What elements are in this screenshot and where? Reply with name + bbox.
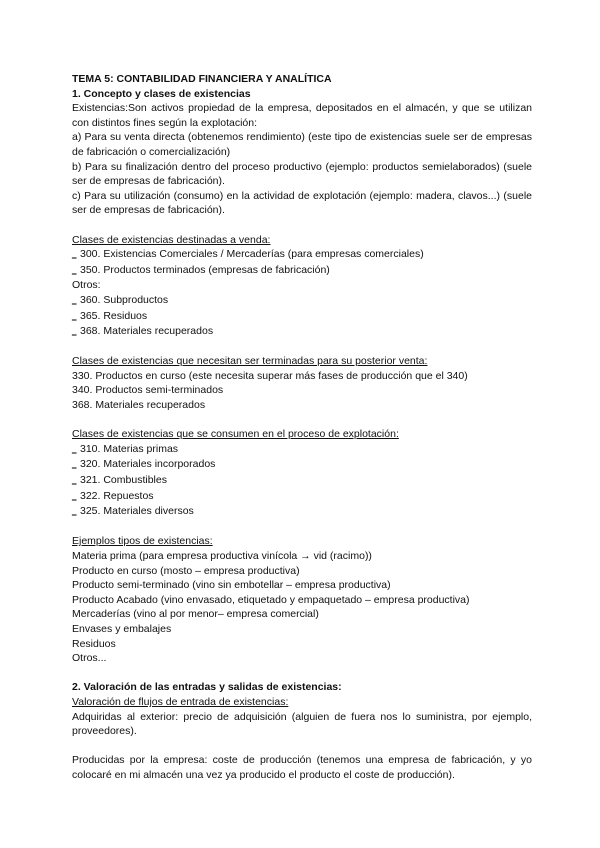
small-dash-icon: ‗	[72, 491, 77, 501]
document-page	[72, 72, 532, 783]
list-item	[72, 247, 532, 263]
small-dash-icon: ‗	[72, 265, 77, 275]
otros-label: Otros:	[72, 279, 101, 292]
terminar-line: 340. Productos semi-terminados	[72, 384, 224, 397]
list-item	[72, 457, 532, 473]
list-item	[72, 263, 532, 279]
list-item-text: 321. Combustibles	[80, 474, 167, 487]
section-1-heading: 1. Concepto y clases de existencias	[72, 87, 251, 100]
ejemplo-line: Otros...	[72, 652, 107, 665]
small-dash-icon: ‗	[72, 250, 77, 260]
ejemplo-line: Materia prima (para empresa productiva vinícola → vid (racimo))	[72, 550, 372, 562]
ejemplo-line: Mercaderías (vino al por menor– empresa comercial)	[72, 608, 319, 621]
list-item-text: 310. Materias primas	[80, 442, 179, 455]
list-item	[72, 489, 532, 505]
list-item-text: 320. Materiales incorporados	[80, 458, 216, 471]
small-dash-icon: ‗	[72, 295, 77, 305]
list-item-text: 360. Subproductos	[80, 293, 169, 306]
list-item	[72, 473, 532, 489]
terminar-line: 368. Materiales recuperados	[72, 399, 206, 412]
small-dash-icon: ‗	[72, 444, 77, 454]
small-dash-icon: ‗	[72, 460, 77, 470]
list-item-text: 322. Repuestos	[80, 489, 154, 502]
ejemplo-line: Residuos	[72, 637, 116, 650]
document-title: TEMA 5: CONTABILIDAD FINANCIERA Y ANALÍTICA	[72, 73, 332, 85]
consumo-heading: Clases de existencias que se consumen en el proceso de explotación:	[72, 428, 399, 441]
list-item	[72, 293, 532, 309]
small-dash-icon: ‗	[72, 327, 77, 337]
small-dash-icon: ‗	[72, 476, 77, 486]
producidas-paragraph: Producidas por la empresa: coste de producción (tenemos una empresa de fabricación, y yo colocaré en mi almacén una vez ya producido el producto el coste de producción).	[72, 754, 532, 781]
point-b: b) Para su finalización dentro del proceso productivo (ejemplo: productos semielaborados) (suele ser de empresas de fabricación).	[72, 160, 532, 188]
section-2-subheading: Valoración de flujos de entrada de existencias:	[72, 695, 289, 708]
list-item-text: 350. Productos terminados (empresas de fabricación)	[80, 263, 330, 276]
ejemplo-line: Producto semi-terminado (vino sin embotellar – empresa productiva)	[72, 579, 391, 592]
section-2-heading: 2. Valoración de las entradas y salidas de existencias:	[72, 681, 342, 694]
intro-paragraph: Existencias:Son activos propiedad de la empresa, depositados en el almacén, y que se utilizan con distintos fines según la explotación:	[72, 102, 532, 129]
list-item	[72, 309, 532, 325]
list-item	[72, 324, 532, 340]
ejemplo-line: Envases y embalajes	[72, 622, 172, 635]
list-item	[72, 442, 532, 458]
point-a: a) Para su venta directa (obtenemos rendimiento) (este tipo de existencias suele ser de empresas de fabricación o comercialización)	[72, 131, 532, 158]
terminar-line: 330. Productos en curso (este necesita superar más fases de producción que el 340)	[72, 369, 468, 382]
list-item	[72, 504, 532, 520]
small-dash-icon: ‗	[72, 311, 77, 321]
small-dash-icon: ‗	[72, 507, 77, 517]
list-item-text: 300. Existencias Comerciales / Mercaderías (para empresas comerciales)	[80, 248, 424, 261]
adquiridas-paragraph: Adquiridas al exterior: precio de adquisición (alguien de fuera nos lo suministra, por ejemplo, proveedores).	[72, 710, 532, 738]
venta-heading: Clases de existencias destinadas a venda:	[72, 233, 271, 246]
ejemplo-line: Producto Acabado (vino envasado, etiquetado y empaquetado – empresa productiva)	[72, 593, 470, 606]
point-c: c) Para su utilización (consumo) en la actividad de explotación (ejemplo: madera, clavos...) (suele ser de empresas de fabricación).	[72, 189, 532, 217]
list-item-text: 368. Materiales recuperados	[80, 325, 214, 338]
list-item-text: 365. Residuos	[80, 309, 148, 322]
list-item-text: 325. Materiales diversos	[80, 505, 194, 518]
ejemplos-heading: Ejemplos tipos de existencias:	[72, 535, 213, 548]
terminar-heading: Clases de existencias que necesitan ser terminadas para su posterior venta:	[72, 355, 428, 368]
ejemplo-line: Producto en curso (mosto – empresa productiva)	[72, 564, 300, 577]
